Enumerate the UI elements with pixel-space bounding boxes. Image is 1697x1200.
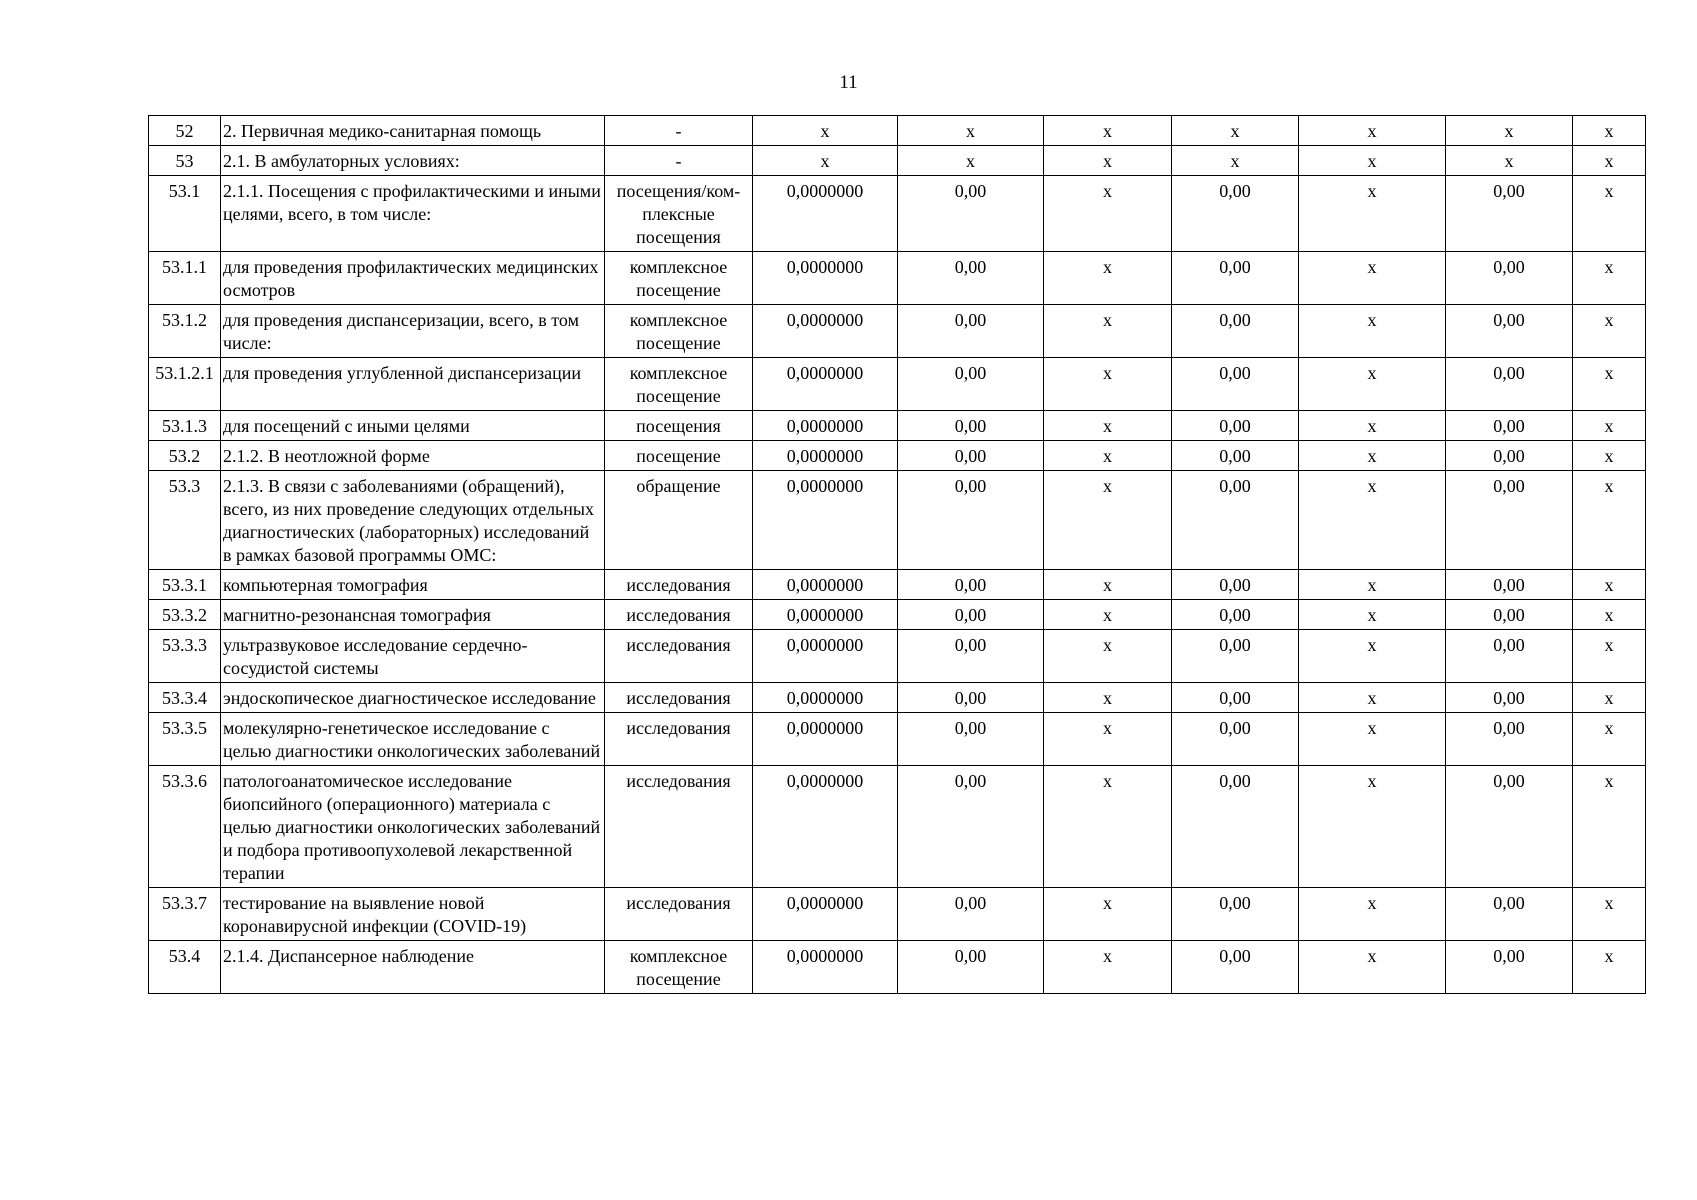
row-value-cell: х bbox=[1573, 471, 1646, 570]
row-value-cell: 0,00 bbox=[898, 766, 1044, 888]
row-value-cell: х bbox=[1299, 305, 1446, 358]
row-value-cell: х bbox=[1044, 766, 1172, 888]
row-value-cell: х bbox=[1299, 600, 1446, 630]
row-unit-cell: исследования bbox=[605, 600, 753, 630]
row-value-cell: 0,00 bbox=[1172, 176, 1299, 252]
row-value-cell: 0,00 bbox=[1172, 766, 1299, 888]
row-name-cell: для проведения углубленной диспансеризации bbox=[221, 358, 605, 411]
row-value-cell: х bbox=[1573, 252, 1646, 305]
row-value-cell: 0,00 bbox=[1172, 305, 1299, 358]
row-value-cell: х bbox=[898, 116, 1044, 146]
row-name-cell: патологоанатомическое исследование биопсийного (операционного) материала с целью диагностики онкологических заболеваний и подбора противоопухолевой лекарственной терапии bbox=[221, 766, 605, 888]
row-value-cell: 0,0000000 bbox=[753, 683, 898, 713]
row-value-cell: 0,00 bbox=[1172, 941, 1299, 994]
row-unit-cell: - bbox=[605, 146, 753, 176]
row-number-cell: 53.1.1 bbox=[149, 252, 221, 305]
row-value-cell: х bbox=[753, 146, 898, 176]
row-value-cell: 0,00 bbox=[898, 305, 1044, 358]
row-value-cell: х bbox=[1299, 176, 1446, 252]
row-value-cell: х bbox=[1299, 630, 1446, 683]
row-number-cell: 53.1.2.1 bbox=[149, 358, 221, 411]
row-unit-cell: исследования bbox=[605, 888, 753, 941]
row-value-cell: 0,00 bbox=[1172, 713, 1299, 766]
row-value-cell: х bbox=[1573, 411, 1646, 441]
row-value-cell: 0,0000000 bbox=[753, 766, 898, 888]
row-name-cell: 2.1.2. В неотложной форме bbox=[221, 441, 605, 471]
row-value-cell: х bbox=[1044, 252, 1172, 305]
row-value-cell: 0,00 bbox=[1446, 683, 1573, 713]
row-value-cell: 0,00 bbox=[1172, 441, 1299, 471]
row-unit-cell: посещения bbox=[605, 411, 753, 441]
row-value-cell: 0,0000000 bbox=[753, 305, 898, 358]
row-value-cell: 0,0000000 bbox=[753, 941, 898, 994]
row-value-cell: х bbox=[1299, 713, 1446, 766]
row-value-cell: 0,00 bbox=[1446, 630, 1573, 683]
row-value-cell: 0,00 bbox=[898, 600, 1044, 630]
row-unit-cell: - bbox=[605, 116, 753, 146]
row-value-cell: х bbox=[1044, 411, 1172, 441]
row-unit-cell: комплексное посещение bbox=[605, 358, 753, 411]
row-value-cell: х bbox=[1573, 176, 1646, 252]
row-value-cell: х bbox=[1044, 683, 1172, 713]
row-value-cell: 0,0000000 bbox=[753, 713, 898, 766]
row-value-cell: х bbox=[1044, 116, 1172, 146]
row-value-cell: 0,00 bbox=[1172, 252, 1299, 305]
table-row bbox=[149, 888, 1646, 941]
row-value-cell: 0,00 bbox=[1446, 941, 1573, 994]
row-value-cell: 0,00 bbox=[1446, 411, 1573, 441]
row-value-cell: х bbox=[1446, 116, 1573, 146]
row-value-cell: х bbox=[1573, 630, 1646, 683]
table-row bbox=[149, 358, 1646, 411]
row-value-cell: х bbox=[1299, 471, 1446, 570]
row-value-cell: 0,00 bbox=[898, 411, 1044, 441]
row-value-cell: 0,00 bbox=[1172, 358, 1299, 411]
row-value-cell: х bbox=[1299, 941, 1446, 994]
table-row bbox=[149, 683, 1646, 713]
row-name-cell: для проведения профилактических медицинских осмотров bbox=[221, 252, 605, 305]
table-row bbox=[149, 176, 1646, 252]
row-value-cell: х bbox=[1044, 146, 1172, 176]
table-row bbox=[149, 146, 1646, 176]
row-value-cell: 0,00 bbox=[1172, 888, 1299, 941]
row-value-cell: 0,0000000 bbox=[753, 411, 898, 441]
row-value-cell: 0,00 bbox=[1172, 471, 1299, 570]
row-number-cell: 53.3 bbox=[149, 471, 221, 570]
row-value-cell: х bbox=[1299, 441, 1446, 471]
row-name-cell: молекулярно-генетическое исследование с целью диагностики онкологических заболеваний bbox=[221, 713, 605, 766]
table-row bbox=[149, 471, 1646, 570]
row-number-cell: 52 bbox=[149, 116, 221, 146]
row-unit-cell: обращение bbox=[605, 471, 753, 570]
row-number-cell: 53.3.6 bbox=[149, 766, 221, 888]
row-value-cell: 0,00 bbox=[898, 713, 1044, 766]
row-value-cell: х bbox=[1573, 146, 1646, 176]
row-unit-cell: посещение bbox=[605, 441, 753, 471]
row-value-cell: 0,0000000 bbox=[753, 888, 898, 941]
row-number-cell: 53.2 bbox=[149, 441, 221, 471]
row-name-cell: 2.1. В амбулаторных условиях: bbox=[221, 146, 605, 176]
row-value-cell: 0,0000000 bbox=[753, 630, 898, 683]
row-unit-cell: комплексное посещение bbox=[605, 252, 753, 305]
row-name-cell: 2.1.1. Посещения с профилактическими и иными целями, всего, в том числе: bbox=[221, 176, 605, 252]
row-value-cell: х bbox=[1172, 116, 1299, 146]
row-value-cell: 0,00 bbox=[898, 252, 1044, 305]
row-number-cell: 53.1 bbox=[149, 176, 221, 252]
row-value-cell: х bbox=[1573, 358, 1646, 411]
row-value-cell: х bbox=[1573, 766, 1646, 888]
row-value-cell: 0,00 bbox=[898, 176, 1044, 252]
row-value-cell: х bbox=[1044, 358, 1172, 411]
row-value-cell: х bbox=[1573, 713, 1646, 766]
row-value-cell: х bbox=[1299, 411, 1446, 441]
table-row bbox=[149, 305, 1646, 358]
row-number-cell: 53 bbox=[149, 146, 221, 176]
row-value-cell: 0,0000000 bbox=[753, 471, 898, 570]
row-value-cell: х bbox=[1299, 252, 1446, 305]
row-value-cell: 0,00 bbox=[1446, 176, 1573, 252]
row-value-cell: х bbox=[1573, 116, 1646, 146]
row-name-cell: для посещений с иными целями bbox=[221, 411, 605, 441]
row-value-cell: х bbox=[1044, 713, 1172, 766]
table-row bbox=[149, 116, 1646, 146]
row-number-cell: 53.3.2 bbox=[149, 600, 221, 630]
row-value-cell: х bbox=[1044, 176, 1172, 252]
row-value-cell: 0,00 bbox=[898, 471, 1044, 570]
table-row bbox=[149, 766, 1646, 888]
row-name-cell: магнитно-резонансная томография bbox=[221, 600, 605, 630]
row-number-cell: 53.1.3 bbox=[149, 411, 221, 441]
row-value-cell: 0,00 bbox=[1172, 411, 1299, 441]
row-number-cell: 53.3.7 bbox=[149, 888, 221, 941]
table-row bbox=[149, 570, 1646, 600]
row-unit-cell: исследования bbox=[605, 570, 753, 600]
row-value-cell: 0,00 bbox=[898, 888, 1044, 941]
row-value-cell: х bbox=[1044, 630, 1172, 683]
row-value-cell: 0,00 bbox=[1446, 305, 1573, 358]
table-row bbox=[149, 411, 1646, 441]
row-unit-cell: посещения/ком-плексные посещения bbox=[605, 176, 753, 252]
row-value-cell: 0,0000000 bbox=[753, 252, 898, 305]
row-number-cell: 53.3.3 bbox=[149, 630, 221, 683]
row-value-cell: х bbox=[1044, 570, 1172, 600]
row-value-cell: х bbox=[1573, 683, 1646, 713]
row-value-cell: 0,00 bbox=[1172, 630, 1299, 683]
row-unit-cell: исследования bbox=[605, 713, 753, 766]
page-number: 11 bbox=[839, 72, 858, 93]
row-value-cell: 0,00 bbox=[898, 570, 1044, 600]
row-value-cell: х bbox=[1299, 766, 1446, 888]
row-name-cell: для проведения диспансеризации, всего, в том числе: bbox=[221, 305, 605, 358]
data-table bbox=[148, 115, 1646, 994]
row-value-cell: 0,00 bbox=[1446, 358, 1573, 411]
row-value-cell: 0,00 bbox=[1446, 600, 1573, 630]
row-number-cell: 53.1.2 bbox=[149, 305, 221, 358]
row-value-cell: х bbox=[1299, 683, 1446, 713]
row-value-cell: 0,0000000 bbox=[753, 441, 898, 471]
row-name-cell: 2. Первичная медико-санитарная помощь bbox=[221, 116, 605, 146]
row-value-cell: 0,00 bbox=[1172, 600, 1299, 630]
row-value-cell: 0,00 bbox=[898, 358, 1044, 411]
row-value-cell: 0,00 bbox=[1446, 888, 1573, 941]
row-name-cell: эндоскопическое диагностическое исследование bbox=[221, 683, 605, 713]
row-value-cell: 0,0000000 bbox=[753, 570, 898, 600]
row-unit-cell: комплексное посещение bbox=[605, 941, 753, 994]
row-name-cell: ультразвуковое исследование сердечно-сосудистой системы bbox=[221, 630, 605, 683]
row-value-cell: 0,00 bbox=[1172, 570, 1299, 600]
table-row bbox=[149, 630, 1646, 683]
row-value-cell: х bbox=[898, 146, 1044, 176]
row-value-cell: 0,00 bbox=[1446, 570, 1573, 600]
row-value-cell: 0,00 bbox=[1446, 471, 1573, 570]
row-unit-cell: исследования bbox=[605, 766, 753, 888]
row-value-cell: 0,00 bbox=[1446, 252, 1573, 305]
row-value-cell: 0,00 bbox=[1172, 683, 1299, 713]
row-value-cell: 0,0000000 bbox=[753, 358, 898, 411]
row-value-cell: 0,00 bbox=[1446, 713, 1573, 766]
row-value-cell: х bbox=[753, 116, 898, 146]
table-row bbox=[149, 600, 1646, 630]
row-unit-cell: исследования bbox=[605, 683, 753, 713]
row-name-cell: тестирование на выявление новой коронавирусной инфекции (COVID-19) bbox=[221, 888, 605, 941]
row-number-cell: 53.4 bbox=[149, 941, 221, 994]
row-value-cell: х bbox=[1299, 116, 1446, 146]
row-number-cell: 53.3.5 bbox=[149, 713, 221, 766]
table-row bbox=[149, 713, 1646, 766]
table-row bbox=[149, 441, 1646, 471]
row-value-cell: х bbox=[1299, 358, 1446, 411]
row-value-cell: 0,00 bbox=[898, 441, 1044, 471]
row-value-cell: х bbox=[1573, 570, 1646, 600]
row-value-cell: х bbox=[1573, 305, 1646, 358]
row-unit-cell: комплексное посещение bbox=[605, 305, 753, 358]
row-name-cell: 2.1.4. Диспансерное наблюдение bbox=[221, 941, 605, 994]
row-value-cell: х bbox=[1172, 146, 1299, 176]
row-value-cell: 0,00 bbox=[898, 941, 1044, 994]
row-value-cell: х bbox=[1044, 941, 1172, 994]
row-value-cell: х bbox=[1299, 888, 1446, 941]
row-value-cell: х bbox=[1299, 570, 1446, 600]
row-name-cell: компьютерная томография bbox=[221, 570, 605, 600]
row-value-cell: х bbox=[1044, 305, 1172, 358]
row-number-cell: 53.3.4 bbox=[149, 683, 221, 713]
row-value-cell: 0,00 bbox=[1446, 766, 1573, 888]
row-unit-cell: исследования bbox=[605, 630, 753, 683]
row-value-cell: 0,0000000 bbox=[753, 176, 898, 252]
row-value-cell: х bbox=[1044, 471, 1172, 570]
row-value-cell: х bbox=[1573, 888, 1646, 941]
row-value-cell: х bbox=[1573, 441, 1646, 471]
row-value-cell: х bbox=[1573, 600, 1646, 630]
table-row bbox=[149, 941, 1646, 994]
row-name-cell: 2.1.3. В связи с заболеваниями (обращений), всего, из них проведение следующих отдельных диагностических (лабораторных) исследований в рамках базовой программы ОМС: bbox=[221, 471, 605, 570]
row-value-cell: х bbox=[1446, 146, 1573, 176]
row-value-cell: 0,00 bbox=[898, 683, 1044, 713]
row-value-cell: 0,0000000 bbox=[753, 600, 898, 630]
table-row bbox=[149, 252, 1646, 305]
row-value-cell: 0,00 bbox=[898, 630, 1044, 683]
row-value-cell: х bbox=[1044, 441, 1172, 471]
row-value-cell: 0,00 bbox=[1446, 441, 1573, 471]
row-value-cell: х bbox=[1573, 941, 1646, 994]
row-value-cell: х bbox=[1299, 146, 1446, 176]
row-value-cell: х bbox=[1044, 888, 1172, 941]
row-value-cell: х bbox=[1044, 600, 1172, 630]
row-number-cell: 53.3.1 bbox=[149, 570, 221, 600]
